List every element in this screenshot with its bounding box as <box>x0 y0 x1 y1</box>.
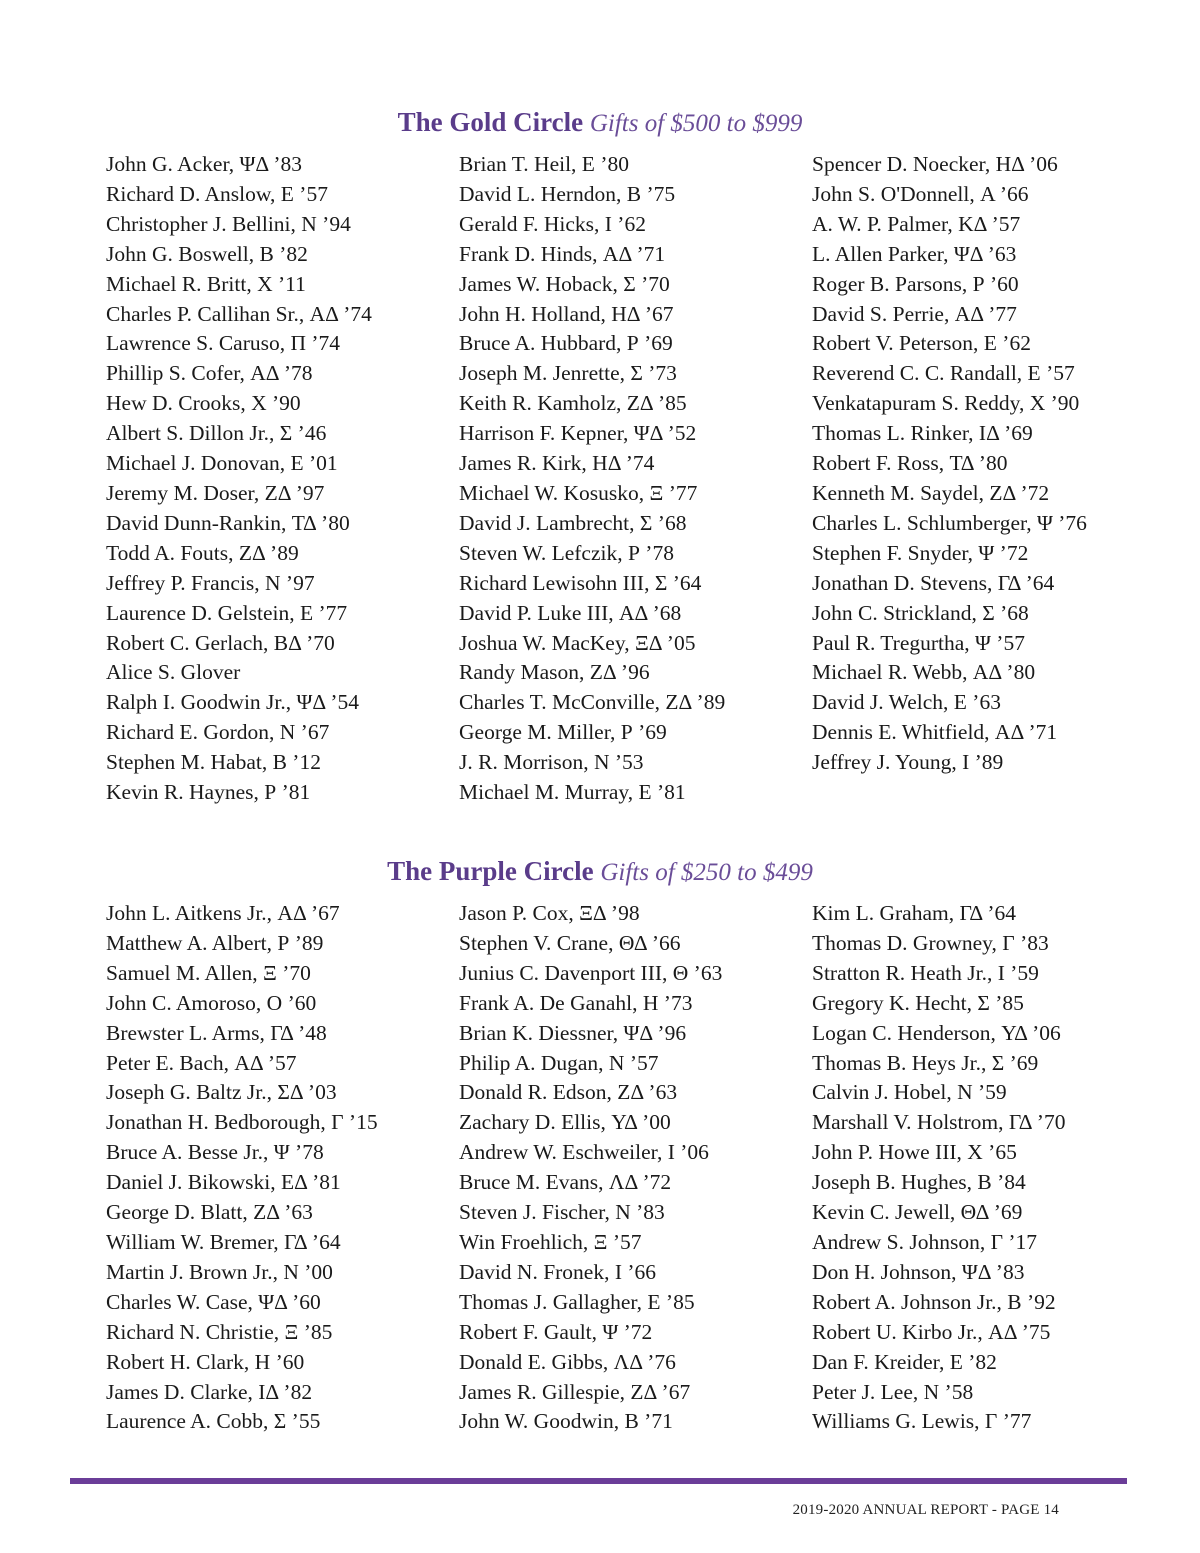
donor-entry: Steven J. Fischer, Ν ’83 <box>459 1200 665 1225</box>
donor-entry: Harrison F. Kepner, ΨΔ ’52 <box>459 421 697 446</box>
donor-entry: Joseph B. Hughes, Β ’84 <box>812 1170 1026 1195</box>
donor-entry: Keith R. Kamholz, ΖΔ ’85 <box>459 391 687 416</box>
donor-entry: Andrew S. Johnson, Γ ’17 <box>812 1229 1038 1254</box>
donor-entry: George D. Blatt, ΖΔ ’63 <box>106 1200 313 1225</box>
donor-entry: Paul R. Tregurtha, Ψ ’57 <box>812 630 1025 655</box>
donor-entry: Jonathan H. Bedborough, Γ ’15 <box>106 1110 378 1135</box>
gold-column-3 <box>812 150 1162 778</box>
donor-entry: William W. Bremer, ΓΔ ’64 <box>106 1229 341 1254</box>
donor-entry: Robert F. Gault, Ψ ’72 <box>459 1319 653 1344</box>
gold-circle-subtitle: Gifts of $500 to $999 <box>589 110 803 137</box>
donor-entry: Gerald F. Hicks, Ι ’62 <box>459 211 646 236</box>
donor-entry: Brewster L. Arms, ΓΔ ’48 <box>106 1020 327 1045</box>
donor-entry: Jeffrey P. Francis, Ν ’97 <box>106 570 315 595</box>
gold-circle-title: The Gold Circle <box>397 107 584 137</box>
donor-entry: Robert V. Peterson, Ε ’62 <box>812 331 1031 356</box>
donor-entry: David P. Luke III, ΑΔ ’68 <box>459 600 682 625</box>
donor-entry: Laurence D. Gelstein, Ε ’77 <box>106 600 348 625</box>
donor-entry: John L. Aitkens Jr., ΑΔ ’67 <box>106 901 340 925</box>
donor-entry: Robert U. Kirbo Jr., ΑΔ ’75 <box>812 1319 1051 1344</box>
donor-entry: David J. Lambrecht, Σ ’68 <box>459 510 687 535</box>
footer-divider <box>70 1478 1127 1484</box>
donor-entry: Williams G. Lewis, Γ ’77 <box>812 1409 1032 1434</box>
donor-entry: Joshua W. MacKey, ΞΔ ’05 <box>459 630 696 655</box>
donor-entry: Ralph I. Goodwin Jr., ΨΔ ’54 <box>106 690 360 715</box>
donor-entry: Zachary D. Ellis, ΥΔ ’00 <box>459 1110 671 1135</box>
donor-entry: Lawrence S. Caruso, Π ’74 <box>106 331 341 356</box>
donor-entry: Robert F. Ross, ΤΔ ’80 <box>812 451 1008 476</box>
donor-entry: Samuel M. Allen, Ξ ’70 <box>106 960 311 985</box>
donor-entry: Peter J. Lee, Ν ’58 <box>812 1379 974 1404</box>
donor-entry: Dennis E. Whitfield, ΑΔ ’71 <box>812 720 1058 745</box>
donor-entry: Marshall V. Holstrom, ΓΔ ’70 <box>812 1110 1066 1135</box>
donor-entry: Frank A. De Ganahl, Η ’73 <box>459 990 693 1015</box>
donor-entry: L. Allen Parker, ΨΔ ’63 <box>812 241 1017 266</box>
donor-entry: Charles L. Schlumberger, Ψ ’76 <box>812 510 1087 535</box>
gold-circle-heading <box>0 106 1200 140</box>
donor-entry: Thomas L. Rinker, ΙΔ ’69 <box>812 421 1033 446</box>
donor-entry: Reverend C. C. Randall, Ε ’57 <box>812 361 1075 386</box>
donor-entry: Michael R. Britt, Χ ’11 <box>106 271 306 296</box>
donor-entry: Kevin C. Jewell, ΘΔ ’69 <box>812 1200 1023 1225</box>
donor-entry: John P. Howe III, Χ ’65 <box>812 1140 1017 1165</box>
donor-entry: Donald R. Edson, ΖΔ ’63 <box>459 1080 678 1105</box>
donor-entry: Stephen V. Crane, ΘΔ ’66 <box>459 930 681 955</box>
donor-entry: Charles T. McConville, ΖΔ ’89 <box>459 690 726 715</box>
donor-entry: Jason P. Cox, ΞΔ ’98 <box>459 901 640 925</box>
donor-entry: David Dunn-Rankin, ΤΔ ’80 <box>106 510 350 535</box>
donor-entry: Bruce A. Besse Jr., Ψ ’78 <box>106 1140 324 1165</box>
donor-entry: Todd A. Fouts, ΖΔ ’89 <box>106 540 299 565</box>
donor-entry: Hew D. Crooks, Χ ’90 <box>106 391 301 416</box>
donor-entry: John C. Strickland, Σ ’68 <box>812 600 1029 625</box>
donor-entry: Richard D. Anslow, Ε ’57 <box>106 181 328 206</box>
donor-entry: Michael R. Webb, ΑΔ ’80 <box>812 660 1036 685</box>
donor-entry: Gregory K. Hecht, Σ ’85 <box>812 990 1024 1015</box>
donor-entry: Thomas D. Growney, Γ ’83 <box>812 930 1049 955</box>
page-footer: 2019-2020 ANNUAL REPORT - PAGE 14 <box>792 1502 1059 1518</box>
donor-entry: Phillip S. Cofer, ΑΔ ’78 <box>106 361 313 386</box>
donor-entry: Kevin R. Haynes, Ρ ’81 <box>106 780 311 805</box>
donor-entry: Brian T. Heil, Ε ’80 <box>459 152 629 176</box>
donor-entry: Jeffrey J. Young, Ι ’89 <box>812 750 1004 775</box>
donor-entry: David J. Welch, Ε ’63 <box>812 690 1001 715</box>
purple-circle-heading <box>0 855 1200 889</box>
donor-entry: Randy Mason, ΖΔ ’96 <box>459 660 650 685</box>
donor-entry: Robert C. Gerlach, ΒΔ ’70 <box>106 630 335 655</box>
donor-entry: Robert H. Clark, Η ’60 <box>106 1349 305 1374</box>
donor-entry: Jeremy M. Doser, ΖΔ ’97 <box>106 480 325 505</box>
donor-entry: Bruce M. Evans, ΛΔ ’72 <box>459 1170 672 1195</box>
donor-entry: Michael W. Kosusko, Ξ ’77 <box>459 480 698 505</box>
donor-entry: Christopher J. Bellini, Ν ’94 <box>106 211 351 236</box>
donor-entry: Stephen M. Habat, Β ’12 <box>106 750 321 775</box>
donor-entry: Michael M. Murray, Ε ’81 <box>459 780 686 805</box>
donor-entry: Martin J. Brown Jr., Ν ’00 <box>106 1259 333 1284</box>
donor-entry: Joseph G. Baltz Jr., ΣΔ ’03 <box>106 1080 337 1105</box>
purple-circle-title: The Purple Circle <box>387 856 594 886</box>
donor-entry: David S. Perrie, ΑΔ ’77 <box>812 301 1017 326</box>
donor-entry: Roger B. Parsons, Ρ ’60 <box>812 271 1019 296</box>
donor-entry: Laurence A. Cobb, Σ ’55 <box>106 1409 321 1434</box>
donor-entry: Stephen F. Snyder, Ψ ’72 <box>812 540 1029 565</box>
donor-entry: Junius C. Davenport III, Θ ’63 <box>459 960 723 985</box>
donor-entry: J. R. Morrison, Ν ’53 <box>459 750 644 775</box>
donor-entry: John W. Goodwin, Β ’71 <box>459 1409 673 1434</box>
donor-entry: A. W. P. Palmer, ΚΔ ’57 <box>812 211 1021 236</box>
donor-entry: Richard N. Christie, Ξ ’85 <box>106 1319 333 1344</box>
donor-entry: James D. Clarke, ΙΔ ’82 <box>106 1379 313 1404</box>
donor-entry: Venkatapuram S. Reddy, Χ ’90 <box>812 391 1080 416</box>
gold-column-2 <box>459 150 809 808</box>
donor-entry: Daniel J. Bikowski, ΕΔ ’81 <box>106 1170 341 1195</box>
donor-entry: Brian K. Diessner, ΨΔ ’96 <box>459 1020 687 1045</box>
donor-entry: Philip A. Dugan, Ν ’57 <box>459 1050 659 1075</box>
donor-entry: Kenneth M. Saydel, ΖΔ ’72 <box>812 480 1050 505</box>
donor-entry: Logan C. Henderson, ΥΔ ’06 <box>812 1020 1061 1045</box>
donor-entry: Frank D. Hinds, ΑΔ ’71 <box>459 241 666 266</box>
donor-entry: Thomas J. Gallagher, Ε ’85 <box>459 1289 695 1314</box>
donor-entry: Richard Lewisohn III, Σ ’64 <box>459 570 702 595</box>
donor-entry: John G. Acker, ΨΔ ’83 <box>106 152 303 176</box>
donor-entry: Joseph M. Jenrette, Σ ’73 <box>459 361 677 386</box>
donor-entry: Matthew A. Albert, Ρ ’89 <box>106 930 324 955</box>
donor-entry: Donald E. Gibbs, ΛΔ ’76 <box>459 1349 676 1374</box>
donor-entry: Charles P. Callihan Sr., ΑΔ ’74 <box>106 301 372 326</box>
donor-entry: Andrew W. Eschweiler, Ι ’06 <box>459 1140 709 1165</box>
donor-entry: George M. Miller, Ρ ’69 <box>459 720 667 745</box>
donor-entry: Kim L. Graham, ΓΔ ’64 <box>812 901 1017 925</box>
donor-entry: John G. Boswell, Β ’82 <box>106 241 308 266</box>
donor-entry: Robert A. Johnson Jr., Β ’92 <box>812 1289 1056 1314</box>
donor-entry: David N. Fronek, Ι ’66 <box>459 1259 657 1284</box>
donor-entry: Dan F. Kreider, Ε ’82 <box>812 1349 997 1374</box>
gold-column-1 <box>106 150 456 808</box>
donor-entry: Stratton R. Heath Jr., Ι ’59 <box>812 960 1039 985</box>
donor-entry: Steven W. Lefczik, Ρ ’78 <box>459 540 674 565</box>
purple-column-3 <box>812 899 1162 1437</box>
donor-entry: David L. Herndon, Β ’75 <box>459 181 676 206</box>
purple-circle-subtitle: Gifts of $250 to $499 <box>600 859 813 886</box>
donor-entry: Don H. Johnson, ΨΔ ’83 <box>812 1259 1025 1284</box>
donor-entry: John C. Amoroso, Ο ’60 <box>106 990 317 1015</box>
donor-entry: Michael J. Donovan, Ε ’01 <box>106 451 338 476</box>
purple-column-2 <box>459 899 809 1437</box>
donor-entry: John S. O'Donnell, Α ’66 <box>812 181 1029 206</box>
donor-entry: Win Froehlich, Ξ ’57 <box>459 1229 642 1254</box>
donor-entry: Calvin J. Hobel, Ν ’59 <box>812 1080 1007 1105</box>
donor-entry: Thomas B. Heys Jr., Σ ’69 <box>812 1050 1039 1075</box>
donor-entry: James R. Kirk, ΗΔ ’74 <box>459 451 655 476</box>
donor-entry: Jonathan D. Stevens, ΓΔ ’64 <box>812 570 1055 595</box>
donor-entry: Bruce A. Hubbard, Ρ ’69 <box>459 331 673 356</box>
donor-entry: Richard E. Gordon, Ν ’67 <box>106 720 330 745</box>
donor-entry: Charles W. Case, ΨΔ ’60 <box>106 1289 321 1314</box>
donor-entry: Spencer D. Noecker, ΗΔ ’06 <box>812 152 1058 176</box>
donor-entry: James R. Gillespie, ΖΔ ’67 <box>459 1379 691 1404</box>
donor-entry: John H. Holland, ΗΔ ’67 <box>459 301 674 326</box>
donor-entry: Alice S. Glover <box>106 660 241 685</box>
donor-entry: Peter E. Bach, ΑΔ ’57 <box>106 1050 297 1075</box>
purple-column-1 <box>106 899 456 1437</box>
donor-entry: Albert S. Dillon Jr., Σ ’46 <box>106 421 327 446</box>
donor-entry: James W. Hoback, Σ ’70 <box>459 271 670 296</box>
